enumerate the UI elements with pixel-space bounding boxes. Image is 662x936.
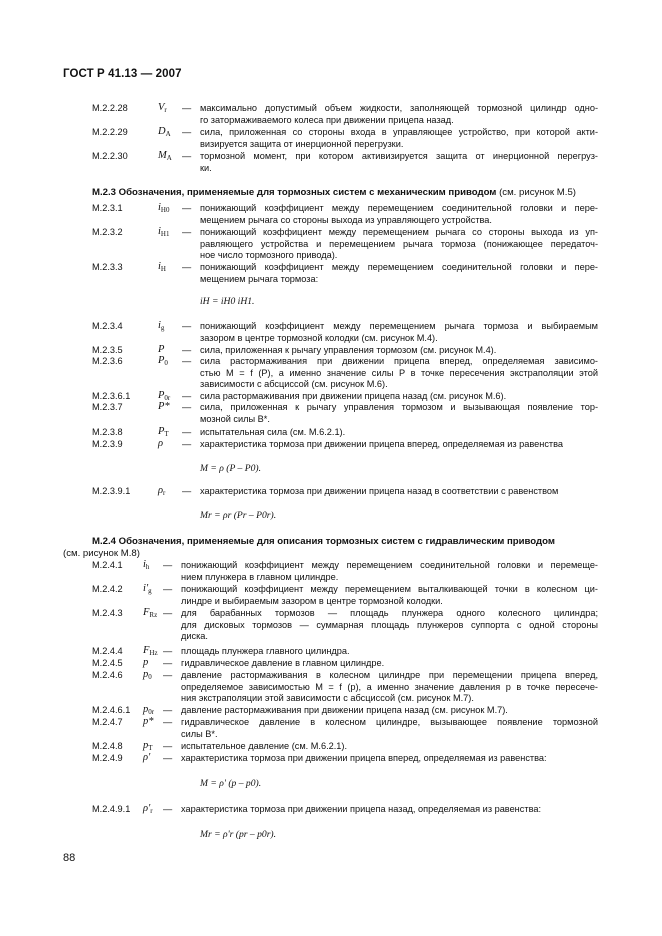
- definition-line: понижающий коэффициент между перемещением соединительной головки и перемеще-: [181, 560, 598, 570]
- definition-symbol: $M_A$: [158, 150, 172, 162]
- definition-number: М.2.4.6: [92, 670, 123, 680]
- symbol-subscript: H0: [160, 206, 170, 214]
- formula-text: M = ρ (P – P0).: [200, 463, 261, 474]
- formula-ih: [200, 296, 254, 307]
- symbol-subscript: H: [160, 265, 166, 273]
- definition-symbol: $i_g$: [158, 320, 165, 332]
- formula-text: M = ρ' (p – p0).: [200, 778, 262, 789]
- definition-line: мозной силы B*.: [200, 413, 270, 424]
- symbol-subscript: 0r: [164, 394, 171, 402]
- definition-text: [181, 658, 598, 670]
- definition-text: [181, 753, 598, 765]
- formula-m3: [200, 778, 261, 789]
- definition-number: М.2.4.7: [92, 717, 123, 727]
- formula-text: Mr = ρ'r (pr – p0r).: [200, 829, 277, 840]
- definition-line: визируется защита от инерционной перегрузки.: [200, 138, 404, 149]
- definition-number: М.2.3.9: [92, 439, 123, 449]
- definition-symbol: ρ: [158, 438, 164, 449]
- definition-dash: —: [182, 427, 192, 437]
- definition-line: тормозной момент, при котором активизируется защита от инерционной перегруз-: [200, 151, 598, 161]
- definition-line: зазором в центре тормозной колодки (см. рисунок М.4).: [200, 332, 438, 343]
- definition-dash: —: [163, 741, 173, 751]
- definition-symbol: p: [143, 657, 149, 668]
- symbol-subscript: 0r: [148, 708, 155, 716]
- definition-symbol: $P_0$: [158, 355, 168, 367]
- definition-number: М.2.2.29: [92, 127, 128, 137]
- definition-dash: —: [182, 127, 192, 137]
- definition-line: давление растормаживания при движении прицепа назад (см. рисунок М.7).: [181, 705, 508, 715]
- definition-number: М.2.4.9.1: [92, 804, 131, 814]
- definition-dash: —: [182, 203, 192, 213]
- section-number: М.2.4: [92, 536, 116, 547]
- definition-text: [200, 127, 598, 150]
- definition-symbol: $i'_g$: [143, 583, 152, 595]
- definition-line: понижающий коэффициент между перемещением рычага со стороны выхода из уп-: [200, 227, 598, 237]
- definition-line: равляющего устройства и перемещением рычага тормоза (понижающее передаточ-: [200, 238, 598, 249]
- definition-line: понижающий коэффициент между перемещением соединительной головки и пере-: [200, 203, 598, 213]
- symbol-subscript: T: [148, 744, 153, 752]
- definition-text: [200, 227, 598, 262]
- definition-number: М.2.3.8: [92, 427, 123, 437]
- definition-line: характеристика тормоза при движении прицепа вперед, определяемая из равенства:: [181, 753, 547, 763]
- symbol-subscript: r: [163, 489, 166, 497]
- definition-line: силы B*.: [181, 728, 218, 739]
- definition-dash: —: [163, 717, 173, 727]
- definition-line: ное число тормозного привода).: [200, 250, 338, 261]
- definition-dash: —: [182, 103, 192, 113]
- definition-number: М.2.4.2: [92, 584, 123, 594]
- symbol-subscript: r: [164, 106, 167, 114]
- definition-dash: —: [182, 439, 192, 449]
- definition-symbol: $i_H$: [158, 261, 166, 273]
- definition-symbol: $P_{0r}$: [158, 390, 171, 402]
- definition-text: [200, 427, 598, 439]
- definition-text: [200, 356, 598, 391]
- definition-line: характеристика тормоза при движении прицепа назад в соответствии с равенством: [200, 486, 559, 496]
- definition-dash: —: [163, 584, 173, 594]
- definition-dash: —: [182, 402, 192, 412]
- definition-line: гидравлическое давление в главном цилиндре.: [181, 658, 385, 668]
- definition-dash: —: [182, 227, 192, 237]
- definition-dash: —: [182, 345, 192, 355]
- definition-symbol: ρ': [143, 752, 151, 763]
- symbol-subscript: Rz: [149, 611, 158, 619]
- definition-symbol: $p_T$: [143, 740, 153, 752]
- definition-number: М.2.3.4: [92, 321, 123, 331]
- definition-dash: —: [182, 356, 192, 366]
- definition-dash: —: [163, 804, 173, 814]
- definition-line: давление растормаживания в колесном цилиндре при перемещении прицепа вперед,: [181, 670, 598, 680]
- definition-line: испытательное давление (см. М.6.2.1).: [181, 741, 348, 751]
- formula-m2: [200, 510, 276, 521]
- definition-line: сила, приложенная со стороны входа в управляющее устройство, при которой акти-: [200, 127, 598, 137]
- definition-line: ния экстраполяции этой зависимости с абсциссой (см. рисунок М.7).: [181, 693, 474, 704]
- definition-line: диска.: [181, 631, 208, 642]
- definition-symbol: $V_r$: [158, 102, 167, 114]
- symbol-subscript: 0: [164, 359, 168, 367]
- definition-line: максимально допустимый объем жидкости, заполняющей тормозной цилиндр одно-: [200, 103, 598, 113]
- definition-line: го затормаживаемого колеса при движении прицепа назад.: [200, 114, 454, 125]
- definition-dash: —: [182, 391, 192, 401]
- definition-number: М.2.2.28: [92, 103, 128, 113]
- definition-text: [181, 608, 598, 643]
- definition-symbol: $D_A$: [158, 126, 171, 138]
- definition-number: М.2.4.8: [92, 741, 123, 751]
- definition-line: для дисковых тормозов — суммарная площадь плунжеров суппорта с одной стороны: [181, 619, 598, 630]
- definition-text: [181, 741, 598, 753]
- definition-text: [200, 486, 598, 498]
- section-number: М.2.3: [92, 187, 116, 198]
- definition-text: [181, 804, 598, 816]
- definition-dash: —: [163, 658, 173, 668]
- definition-number: М.2.3.3: [92, 262, 123, 272]
- definition-symbol: $\rho'_r$: [143, 803, 153, 815]
- definition-dash: —: [163, 670, 173, 680]
- definition-line: характеристика тормоза при движении прицепа вперед, определяемая из равенства: [200, 439, 564, 449]
- definition-text: [181, 717, 598, 740]
- definition-number: М.2.3.5: [92, 345, 123, 355]
- definition-text: [200, 203, 598, 226]
- definition-dash: —: [182, 486, 192, 496]
- definition-symbol: $i_h$: [143, 559, 150, 571]
- definition-symbol: $i_{H0}$: [158, 202, 170, 214]
- definition-dash: —: [163, 705, 173, 715]
- definition-symbol: $F_{Hz}$: [143, 645, 158, 657]
- section-title: Обозначения, применяемые для тормозных систем с механическим приводом: [118, 187, 497, 198]
- definition-text: [200, 321, 598, 344]
- definition-number: М.2.3.9.1: [92, 486, 131, 496]
- definition-line: понижающий коэффициент между перемещением выталкивающей точки в колесном ци-: [181, 584, 598, 594]
- section-heading-m24: [92, 536, 555, 548]
- definition-number: М.2.2.30: [92, 151, 128, 161]
- definition-line: нием плунжера в главном цилиндре.: [181, 571, 339, 582]
- definition-text: [200, 151, 598, 174]
- symbol-subscript: g: [148, 587, 152, 595]
- formula-m1: [200, 463, 261, 474]
- definition-number: М.2.3.1: [92, 203, 123, 213]
- definition-dash: —: [182, 151, 192, 161]
- definition-symbol: P: [158, 344, 165, 355]
- definition-line: сила, приложенная к рычагу управления тормозом и вызывающая появление тор-: [200, 402, 598, 412]
- definition-number: М.2.3.6: [92, 356, 123, 366]
- definition-symbol: P*: [158, 401, 170, 412]
- definition-symbol: $F_{Rz}$: [143, 607, 158, 619]
- definition-line: сила растормаживания при движении прицепа назад (см. рисунок М.6).: [200, 391, 507, 401]
- definition-dash: —: [182, 321, 192, 331]
- definition-text: [200, 103, 598, 126]
- symbol-subscript: g: [160, 324, 165, 332]
- definition-text: [181, 705, 598, 717]
- definition-symbol: $p_0$: [143, 669, 152, 681]
- definition-line: сила, приложенная к рычагу управления тормозом (см. рисунок М.4).: [200, 345, 497, 355]
- definition-line: определяемое зависимостью M = f (p), а именно значение давления p в точке пересече-: [181, 681, 598, 692]
- definition-line: понижающий коэффициент между перемещением рычага тормоза и выбираемым: [200, 321, 598, 331]
- definition-number: М.2.3.2: [92, 227, 123, 237]
- definition-line: линдре и выбираемым зазором в центре тормозной колодки.: [181, 595, 443, 606]
- definition-line: понижающий коэффициент между перемещением соединительной головки и пере-: [200, 262, 598, 272]
- symbol-subscript: h: [145, 563, 150, 571]
- definition-symbol: $i_{H1}$: [158, 226, 170, 238]
- symbol-subscript: Hz: [149, 649, 158, 657]
- definition-line: ки.: [200, 162, 212, 173]
- document-header: ГОСТ Р 41.13 — 2007: [63, 68, 182, 80]
- symbol-subscript: r: [150, 807, 153, 815]
- definition-line: сила растормаживания при движении прицепа вперед, определяемая зависимо-: [200, 356, 598, 366]
- symbol-subscript: 0: [148, 673, 152, 681]
- definition-symbol: $p_{0r}$: [143, 704, 155, 716]
- definition-line: мещением рычага тормоза:: [200, 273, 319, 284]
- definition-dash: —: [163, 608, 173, 618]
- definition-text: [200, 391, 598, 403]
- definition-text: [181, 560, 598, 583]
- symbol-subscript: H1: [160, 230, 170, 238]
- definition-text: [181, 646, 598, 658]
- definition-line: гидравлическое давление в колесном цилиндре, вызывающее появление тормозной: [181, 717, 598, 727]
- page-number: 88: [63, 852, 76, 864]
- definition-line: площадь плунжера главного цилиндра.: [181, 646, 350, 656]
- definition-line: характеристика тормоза при движении прицепа назад, определяемая из равенства:: [181, 804, 542, 814]
- definition-number: М.2.4.9: [92, 753, 123, 763]
- definition-line: зависимости с абсциссой (см. рисунок М.6).: [200, 379, 388, 390]
- section-title: Обозначения, применяемые для описания тормозных систем с гидравлическим приводом: [118, 536, 555, 547]
- definition-line: стью M = f (P), а именно значение силы P в точке пересечения экстраполяции этой: [200, 367, 598, 378]
- definition-line: мещением рычага со стороны выхода из управляющего устройства.: [200, 214, 492, 225]
- definition-number: М.2.3.7: [92, 402, 123, 412]
- definition-number: М.2.4.5: [92, 658, 123, 668]
- definition-line: испытательная сила (см. М.6.2.1).: [200, 427, 346, 437]
- definition-symbol: $\rho_r$: [158, 485, 166, 497]
- definition-number: М.2.4.3: [92, 608, 123, 618]
- definition-number: М.2.4.4: [92, 646, 123, 656]
- definition-dash: —: [182, 262, 192, 272]
- symbol-subscript: A: [165, 130, 171, 138]
- definition-text: [200, 262, 598, 285]
- definition-line: для барабанных тормозов — площадь плунжера одного колесного цилиндра;: [181, 608, 598, 618]
- formula-text: iH = iH0 iH1.: [200, 296, 255, 307]
- formula-text: Mr = ρr (Pr – P0r).: [200, 510, 277, 521]
- definition-text: [181, 584, 598, 607]
- definition-symbol: p*: [143, 716, 154, 727]
- symbol-subscript: T: [164, 430, 169, 438]
- definition-text: [181, 670, 598, 705]
- definition-dash: —: [163, 646, 173, 656]
- definition-text: [200, 402, 598, 425]
- definition-text: [200, 345, 598, 357]
- formula-m4: [200, 829, 276, 840]
- definition-number: М.2.4.1: [92, 560, 123, 570]
- section-heading-m23: [92, 187, 576, 199]
- definition-number: М.2.3.6.1: [92, 391, 131, 401]
- section-ref: (см. рисунок М.5): [499, 187, 576, 198]
- definition-text: [200, 439, 598, 451]
- section-ref-m24: (см. рисунок М.8): [63, 548, 140, 559]
- definition-dash: —: [163, 753, 173, 763]
- symbol-subscript: A: [166, 154, 172, 162]
- definition-symbol: $P_T$: [158, 426, 169, 438]
- definition-number: М.2.4.6.1: [92, 705, 131, 715]
- definition-dash: —: [163, 560, 173, 570]
